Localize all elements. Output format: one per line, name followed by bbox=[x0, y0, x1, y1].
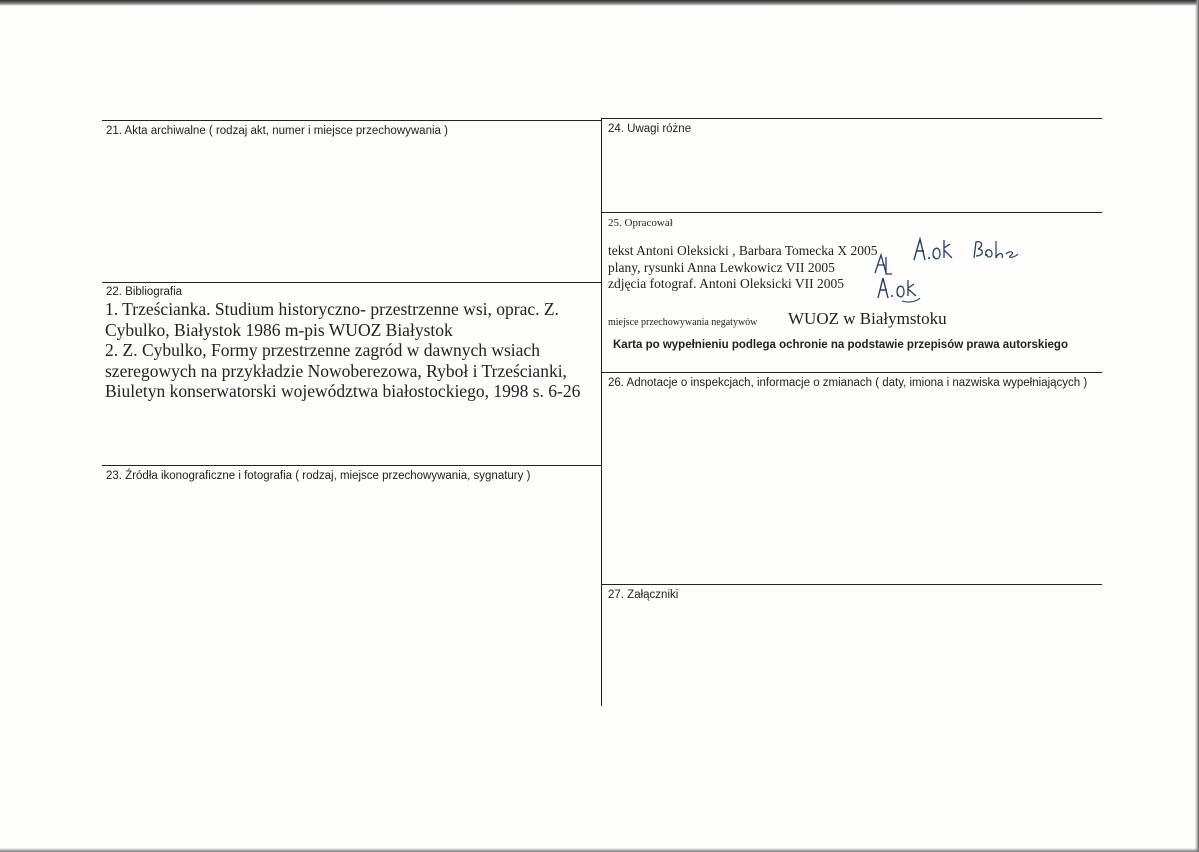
copyright-notice: Karta po wypełnieniu podlega ochronie na podstawie przepisów prawa autorskiego bbox=[613, 339, 1068, 351]
section-24-label: 24. Uwagi różne bbox=[608, 123, 692, 135]
scan-top-edge bbox=[0, 0, 1199, 6]
rule-22-top bbox=[102, 282, 602, 283]
section-25-label: 25. Opracował bbox=[608, 217, 673, 229]
section-22-label: 22. Bibliografia bbox=[106, 286, 183, 298]
signature-oleksicki-text bbox=[912, 236, 962, 267]
section-27-label: 27. Załączniki bbox=[608, 589, 679, 601]
rule-26-top bbox=[602, 372, 1102, 373]
section-26-label: 26. Adnotacje o inspekcjach, informacje o zmianach ( daty, imiona i nazwiska wypełniających ) bbox=[608, 377, 1088, 389]
rule-23-top bbox=[102, 465, 602, 466]
rule-25-top bbox=[602, 212, 1102, 213]
rule-center-vertical bbox=[601, 118, 602, 706]
bibliography-list bbox=[105, 299, 595, 402]
rule-top-right bbox=[602, 118, 1102, 119]
scan-right-edge bbox=[1195, 0, 1199, 852]
signature-tomecka bbox=[970, 238, 1020, 265]
negatives-label: miejsce przechowywania negatywów bbox=[608, 317, 758, 328]
rule-top-left bbox=[102, 120, 602, 121]
author-plans-line: plany, rysunki Anna Lewkowicz VII 2005 bbox=[608, 260, 835, 275]
section-21-label: 21. Akta archiwalne ( rodzaj akt, numer i miejsce przechowywania ) bbox=[106, 125, 448, 137]
author-photos-line: zdjęcia fotograf. Antoni Oleksicki VII 2005 bbox=[608, 276, 844, 291]
negatives-value: WUOZ w Białymstoku bbox=[788, 309, 947, 328]
bibliography-item-1: 1. Trześcianka. Studium historyczno- przestrzenne wsi, oprac. Z. Cybulko, Białystok 1986 m-pis WUOZ Białystok bbox=[105, 299, 559, 340]
scan-bottom-edge bbox=[0, 848, 1199, 852]
rule-27-top bbox=[602, 584, 1102, 585]
bibliography-item-2: 2. Z. Cybulko, Formy przestrzenne zagród w dawnych wsiach szeregowych na przykładzie Nowoberezowa, Ryboł i Trześcianki, Biuletyn konserwatorski województwa białostockiego, 1998 s. 6-26 bbox=[105, 340, 581, 401]
section-23-label: 23. Źródła ikonograficzne i fotografia ( rodzaj, miejsce przechowywania, sygnatury ) bbox=[106, 470, 531, 482]
author-text-line: tekst Antoni Oleksicki , Barbara Tomecka X 2005 bbox=[608, 243, 878, 258]
signature-oleksicki-photos bbox=[874, 274, 924, 309]
